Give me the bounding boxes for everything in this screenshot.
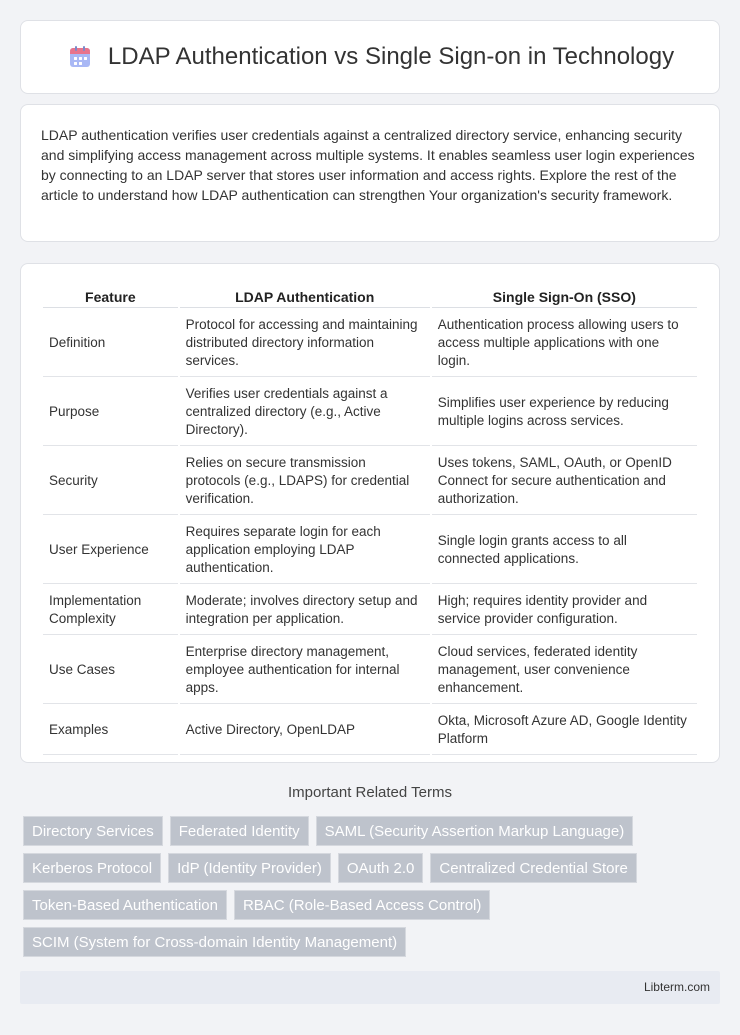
term-tag[interactable]: IdP (Identity Provider) <box>168 853 331 883</box>
term-tag[interactable]: Kerberos Protocol <box>23 853 161 883</box>
footer-site-link[interactable]: Libterm.com <box>643 980 710 994</box>
term-tag[interactable]: Federated Identity <box>170 816 309 846</box>
term-tag[interactable]: SCIM (System for Cross-domain Identity Management) <box>23 927 406 957</box>
term-tag[interactable]: Directory Services <box>23 816 163 846</box>
table-row <box>43 586 697 635</box>
feature-cell: Purpose <box>43 379 178 446</box>
table-row <box>43 310 697 377</box>
header-feature: Feature <box>43 286 178 308</box>
table-header-row <box>43 286 697 308</box>
comparison-table <box>41 284 699 757</box>
feature-cell: Examples <box>43 706 178 755</box>
comparison-card <box>20 263 720 763</box>
term-tag[interactable]: SAML (Security Assertion Markup Language) <box>316 816 634 846</box>
footer <box>20 971 720 1004</box>
header-ldap: LDAP Authentication <box>180 286 430 308</box>
sso-cell: High; requires identity provider and service provider configuration. <box>432 586 697 635</box>
ldap-cell: Protocol for accessing and maintaining distributed directory information services. <box>180 310 430 377</box>
related-terms-list <box>23 816 723 957</box>
calendar-icon <box>66 43 94 71</box>
table-row <box>43 706 697 755</box>
sso-cell: Uses tokens, SAML, OAuth, or OpenID Connect for secure authentication and authorization. <box>432 448 697 515</box>
ldap-cell: Moderate; involves directory setup and integration per application. <box>180 586 430 635</box>
sso-cell: Single login grants access to all connected applications. <box>432 517 697 584</box>
table-row <box>43 379 697 446</box>
term-tag[interactable]: RBAC (Role-Based Access Control) <box>234 890 490 920</box>
ldap-cell: Requires separate login for each application employing LDAP authentication. <box>180 517 430 584</box>
sso-cell: Simplifies user experience by reducing multiple logins across services. <box>432 379 697 446</box>
table-row <box>43 517 697 584</box>
intro-text: LDAP authentication verifies user credentials against a centralized directory service, enhancing security and simplifying access management across multiple systems. It enables seamless user login experiences by connecting to an LDAP server that stores user information and access rights. Explore the rest of the article to understand how LDAP authentication can strengthen Your organization's security framework. <box>41 127 695 203</box>
related-terms-title: Important Related Terms <box>288 784 452 801</box>
term-tag[interactable]: Token-Based Authentication <box>23 890 227 920</box>
term-tag[interactable]: Centralized Credential Store <box>430 853 636 883</box>
header-sso: Single Sign-On (SSO) <box>432 286 697 308</box>
intro-card <box>20 104 720 242</box>
ldap-cell: Verifies user credentials against a centralized directory (e.g., Active Directory). <box>180 379 430 446</box>
page-title: LDAP Authentication vs Single Sign-on in Technology <box>107 43 675 70</box>
ldap-cell: Relies on secure transmission protocols (e.g., LDAPS) for credential verification. <box>180 448 430 515</box>
sso-cell: Okta, Microsoft Azure AD, Google Identity Platform <box>432 706 697 755</box>
ldap-cell: Enterprise directory management, employee authentication for internal apps. <box>180 637 430 704</box>
sso-cell: Cloud services, federated identity management, user convenience enhancement. <box>432 637 697 704</box>
term-tag[interactable]: OAuth 2.0 <box>338 853 424 883</box>
feature-cell: Use Cases <box>43 637 178 704</box>
title-card <box>20 20 720 94</box>
table-row <box>43 448 697 515</box>
ldap-cell: Active Directory, OpenLDAP <box>180 706 430 755</box>
feature-cell: User Experience <box>43 517 178 584</box>
table-row <box>43 637 697 704</box>
feature-cell: Definition <box>43 310 178 377</box>
feature-cell: Security <box>43 448 178 515</box>
feature-cell: Implementation Complexity <box>43 586 178 635</box>
sso-cell: Authentication process allowing users to access multiple applications with one login. <box>432 310 697 377</box>
